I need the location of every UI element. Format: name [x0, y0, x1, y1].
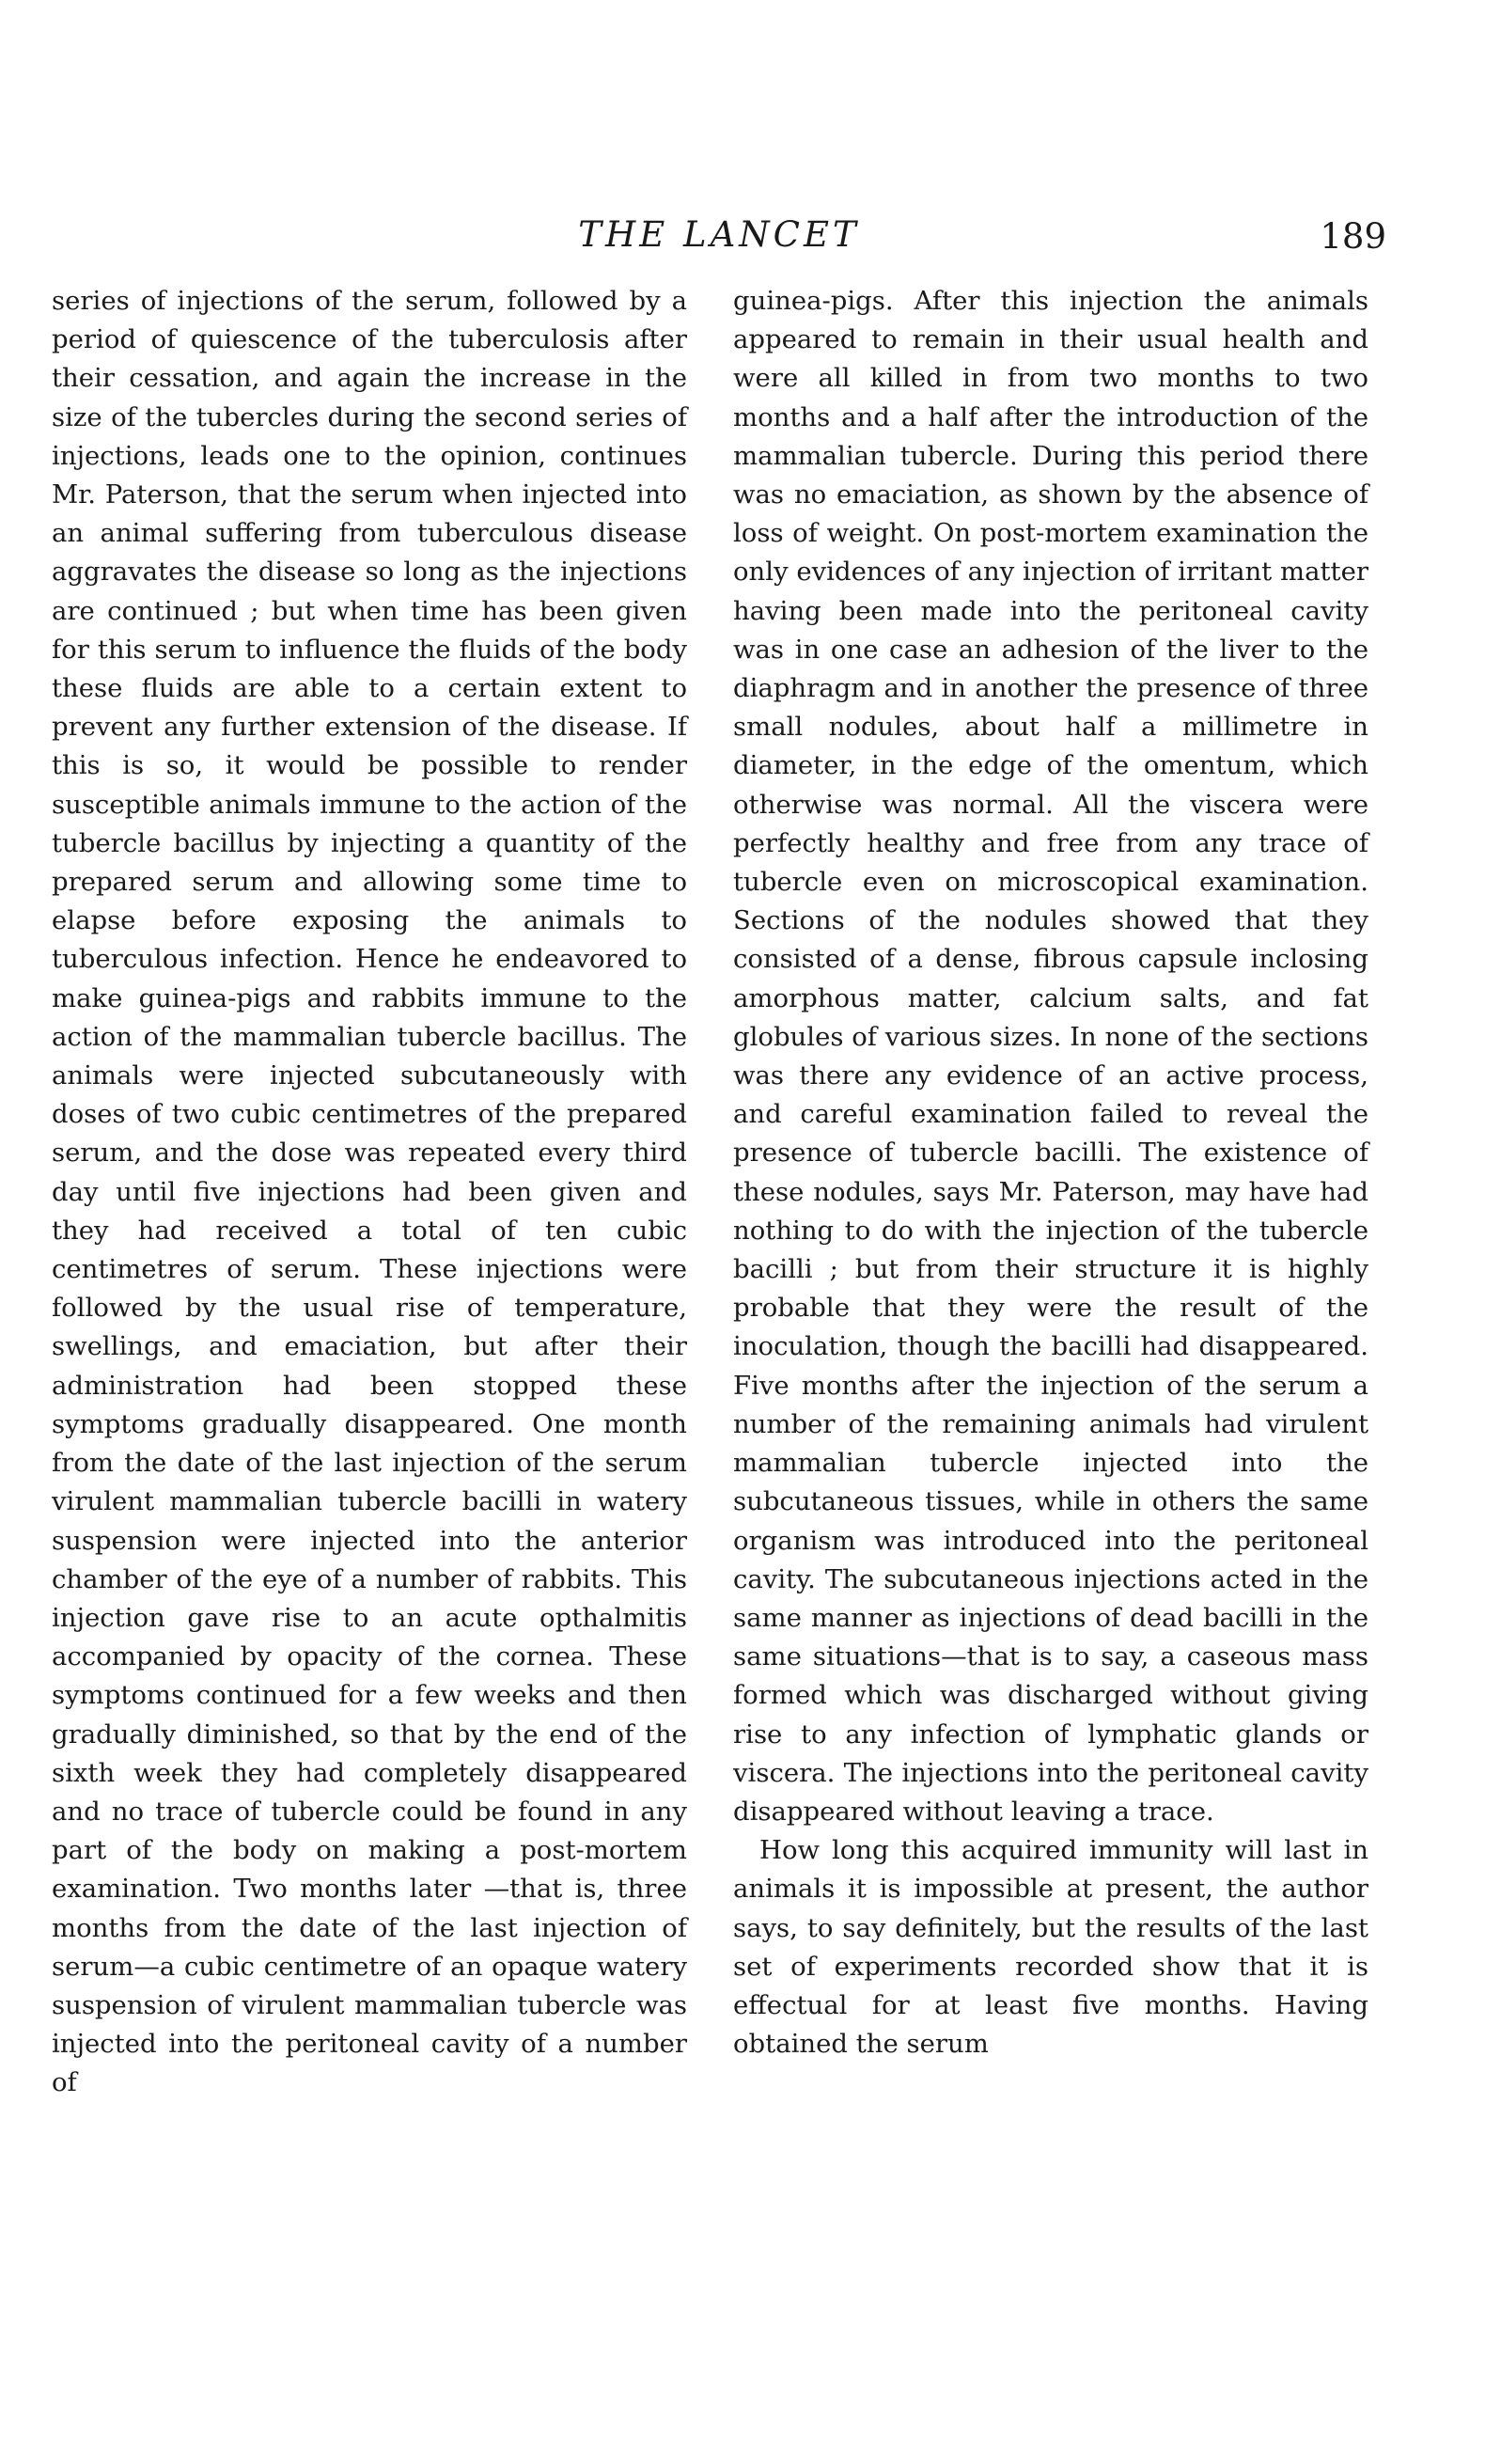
right-column-paragraph-1: guinea-pigs. After this injection the animals appeared to remain in their usual health and were all killed in from two months to two months and a half after the introduction of the mammalian tubercle. During this period there was no emaciation, as shown by the absence of loss of weight. On post-mortem examination the only evidences of any injection of irritant matter having been made into the peritoneal cavity was in one case an adhesion of the liver to the diaphragm and in another the presence of three small nodules, about half a millimetre in diameter, in the edge of the omentum, which otherwise was normal. All the viscera were perfectly healthy and free from any trace of tubercle even on microscopical examination. Sections of the nodules showed that they consisted of a dense, fibrous capsule inclosing amorphous matter, calcium salts, and fat globules of various sizes. In none of the sections was there any evidence of an active process, and careful examination failed to reveal the presence of tubercle bacilli. The existence of these nodules, says Mr. Paterson, may have had nothing to do with the injection of the tubercle bacilli ; but from their structure it is highly probable that they were the result of the inoculation, though the bacilli had disappeared. Five months after the injection of the serum a number of the remaining animals had virulent mammalian tubercle injected into the subcutaneous tissues, while in others the same organism was introduced into the peritoneal cavity. The subcutaneous injections acted in the same manner as injections of dead bacilli in the same situations—that is to say, a caseous mass formed which was discharged without giving rise to any infection of lymphatic glands or viscera. The injections into the peritoneal cavity disappeared without leaving a trace. [733, 286, 1368, 1827]
running-header [52, 214, 1386, 271]
right-column [733, 282, 1368, 2064]
left-column [52, 282, 687, 2103]
page-number: 189 [1320, 216, 1386, 257]
right-column-paragraph-2: How long this acquired immunity will last in animals it is impossible at present, the author says, to say definitely, but the results of the last set of experiments recorded show that it is effectual for at least five months. Having obtained the serum [733, 1835, 1368, 2060]
running-title: THE LANCET [578, 214, 860, 255]
left-column-text: series of injections of the serum, followed by a period of quiescence of the tuberculosis after their cessation, and again the increase in the size of the tubercles during the second series of injections, leads one to the opinion, continues Mr. Paterson, that the serum when injected into an animal suffering from tuberculous disease aggravates the disease so long as the injections are continued ; but when time has been given for this serum to influence the fluids of the body these fluids are able to a certain extent to prevent any further extension of the disease. If this is so, it would be possible to render susceptible animals immune to the action of the tubercle bacillus by injecting a quantity of the prepared serum and allowing some time to elapse before exposing the animals to tuberculous infection. Hence he endeavored to make guinea-pigs and rabbits immune to the action of the mammalian tubercle bacillus. The animals were injected subcutaneously with doses of two cubic centimetres of the prepared serum, and the dose was repeated every third day until five injections had been given and they had received a total of ten cubic centimetres of serum. These injections were followed by the usual rise of temperature, swellings, and emaciation, but after their administration had been stopped these symptoms gradually disappeared. One month from the date of the last injection of the serum virulent mammalian tubercle bacilli in watery suspension were injected into the anterior chamber of the eye of a number of rabbits. This injection gave rise to an acute opthalmitis accompanied by opacity of the cornea. These symptoms continued for a few weeks and then gradually diminished, so that by the end of the sixth week they had completely disappeared and no trace of tubercle could be found in any part of the body on making a post-mortem examination. Two months later —that is, three months from the date of the last injection of serum—a cubic centimetre of an opaque watery suspension of virulent mammalian tubercle was injected into the peritoneal cavity of a number of [52, 286, 687, 2098]
